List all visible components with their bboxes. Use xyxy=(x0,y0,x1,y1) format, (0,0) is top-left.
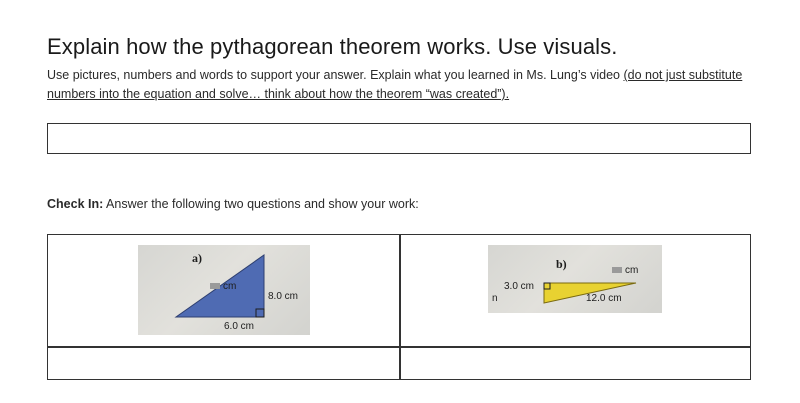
table-row-divider xyxy=(48,346,750,348)
question-a-unknown-side: cm xyxy=(210,281,236,292)
question-b-horizontal-leg: 12.0 cm xyxy=(586,293,622,304)
question-b-vertical-leg: 3.0 cm xyxy=(504,281,535,292)
question-a-horizontal-leg: 6.0 cm xyxy=(224,321,255,332)
question-b-label: b) xyxy=(556,257,567,271)
triangle-b-svg xyxy=(488,245,662,313)
unknown-placeholder-icon xyxy=(210,283,220,289)
check-in-label: Check In: xyxy=(47,197,104,211)
question-a-triangle-image xyxy=(138,245,310,335)
instructions-text xyxy=(47,66,747,104)
check-in-heading xyxy=(47,197,419,211)
unknown-placeholder-icon xyxy=(612,267,622,273)
check-in-text: Answer the following two questions and show your work: xyxy=(103,197,419,211)
check-in-table xyxy=(47,234,751,380)
question-a-label: a) xyxy=(192,251,202,265)
page-title: Explain how the pythagorean theorem works. Use visuals. xyxy=(47,34,618,59)
table-column-divider xyxy=(399,235,401,379)
question-b-triangle-image xyxy=(488,245,662,313)
question-a-vertical-leg: 8.0 cm xyxy=(268,291,299,302)
question-b-stray-character: n xyxy=(492,293,498,304)
instructions-underlined: (do not just substitute numbers into the equation and solve… think about how the theorem “was created”). xyxy=(47,68,743,101)
question-b-unknown-side: cm xyxy=(612,265,638,276)
instructions-plain: Use pictures, numbers and words to support your answer. Explain what you learned in Ms. Lung’s video xyxy=(47,68,624,82)
answer-text-box[interactable] xyxy=(47,123,751,154)
